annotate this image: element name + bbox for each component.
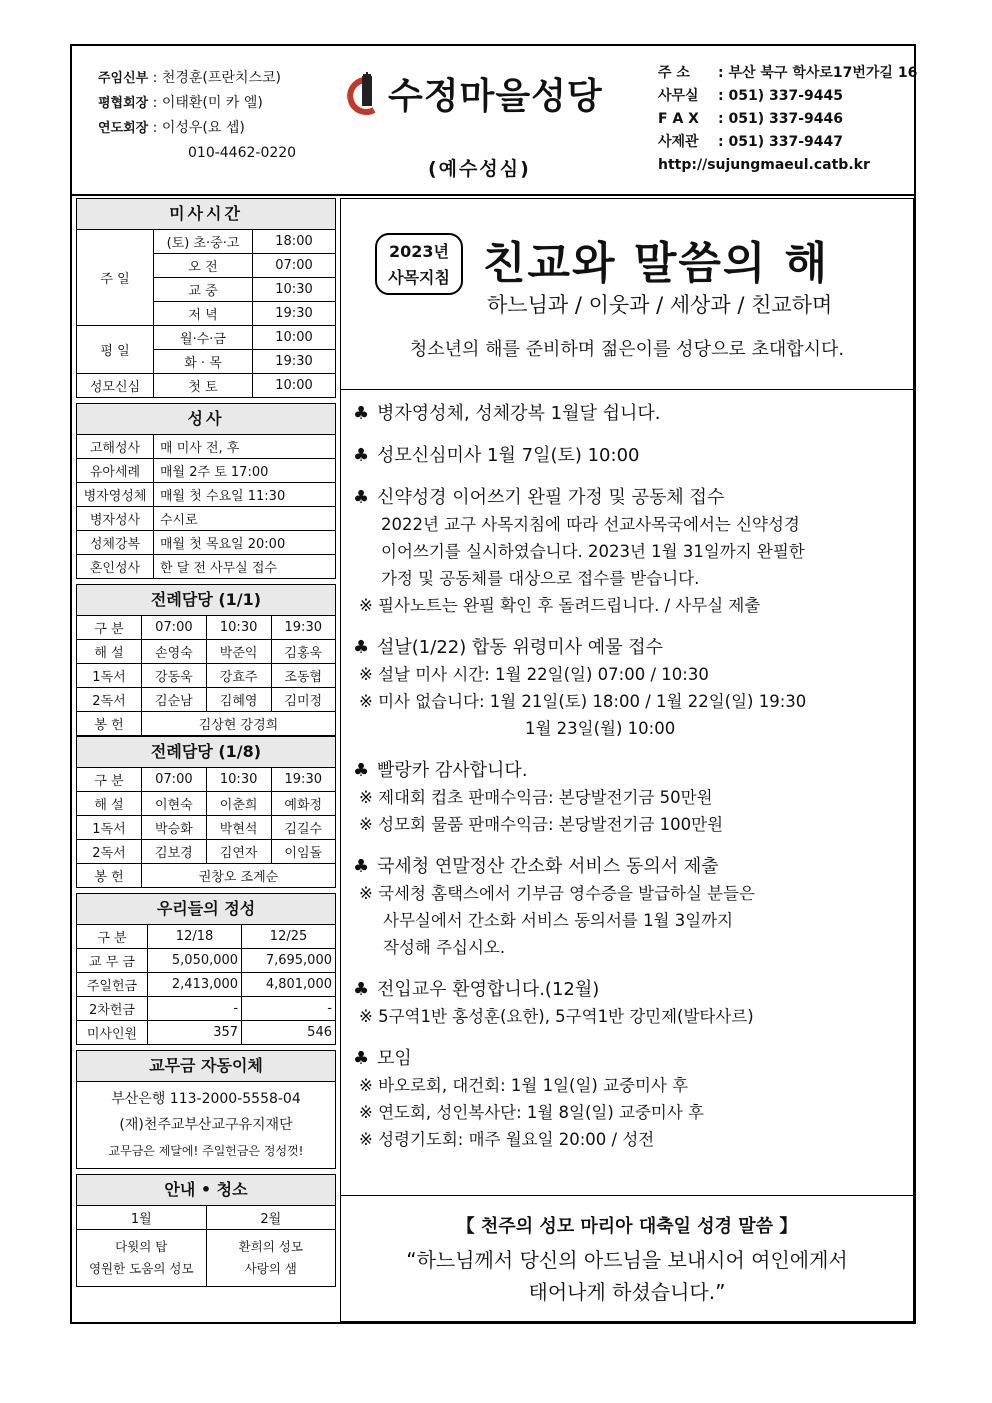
announcement-title: 성모신심미사 1월 7일(토) 10:00 <box>377 445 640 466</box>
announcement-note: ※ 연도회, 성인복사단: 1월 8일(일) 교중미사 후 <box>359 1103 704 1122</box>
address-label: 주 소 <box>658 65 690 81</box>
header <box>72 46 918 196</box>
office-phone: 051) 337-9445 <box>728 88 843 104</box>
person: 박현석 <box>206 816 271 840</box>
offering-amount: 5,050,000 <box>148 949 242 973</box>
cleaning-table <box>77 1206 335 1286</box>
pastor-name: 천경훈(프란치스코) <box>161 70 281 86</box>
announcement-note: ※ 미사 없습니다: 1월 21일(토) 18:00 / 1월 22일(일) 19:30 <box>359 692 807 711</box>
role: 2독서 <box>77 840 142 864</box>
person: 조동협 <box>271 664 335 688</box>
announcement-title: 병자영성체, 성체강복 1월달 쉽니다. <box>377 403 661 424</box>
sacrament-time: 수시로 <box>154 507 336 531</box>
offering-type: 2차헌금 <box>77 997 148 1021</box>
pastoral-banner <box>341 199 913 390</box>
announcement-note: ※ 성모회 물품 판매수익금: 본당발전기금 100만원 <box>359 815 724 834</box>
person: 이춘희 <box>206 792 271 816</box>
club-icon: ♣ <box>353 979 370 1000</box>
year-motto: 청소년의 해를 준비하며 젊은이를 성당으로 초대합시다. <box>409 339 845 360</box>
announcement-note: ※ 국세청 홈택스에서 기부금 영수증을 발급하실 분들은 <box>359 884 755 903</box>
mass-time: 18:00 <box>253 230 336 254</box>
club-icon: ♣ <box>353 1048 370 1069</box>
announcement-title: 모임 <box>377 1048 412 1069</box>
badge-year: 2023년 <box>389 242 449 261</box>
offering-amount: - <box>242 997 335 1021</box>
announcement-note: 1월 23일(월) 10:00 <box>525 719 676 738</box>
mass-name: 첫 토 <box>154 374 253 398</box>
contact-info: 주 소 : 부산 북구 학사로17번가길 16 사무실 : 051) 337-9445 F A X : 051) 337-9446 사제관 : 051) 337-9447 http://sujungmaeul.catb.kr <box>658 62 917 177</box>
role: 봉 헌 <box>77 864 142 888</box>
person: 김길수 <box>271 816 335 840</box>
announcement-title: 신약성경 이어쓰기 완필 가정 및 공동체 접수 <box>377 487 725 508</box>
person: 김미정 <box>271 688 335 712</box>
sacrament-time: 매월 첫 수요일 11:30 <box>154 483 336 507</box>
mass-times-box <box>76 198 336 398</box>
announcement-line: 작성해 주십시오. <box>383 938 506 957</box>
announcement <box>353 854 907 961</box>
announcement-line: 2022년 교구 사목지침에 따라 선교사목국에서는 신약성경 <box>381 515 800 534</box>
club-icon: ♣ <box>353 760 370 781</box>
sacraments-box <box>76 403 336 579</box>
autopay-box <box>76 1050 336 1169</box>
pastor-label: 주임신부 <box>98 71 149 86</box>
announcement-title: 설날(1/22) 합동 위령미사 예물 접수 <box>377 637 664 658</box>
cleaning-box <box>76 1174 336 1287</box>
person: 손영숙 <box>142 640 207 664</box>
cleaning-title: 안내 • 청소 <box>77 1175 335 1206</box>
announcement <box>353 1046 907 1153</box>
account-holder: (재)천주교부산교구유지재단 <box>119 1117 293 1133</box>
rectory-label: 사제관 <box>658 134 699 150</box>
role: 봉 헌 <box>77 712 142 736</box>
district-label: 연도회장 <box>98 121 149 136</box>
offering-type: 미사인원 <box>77 1021 148 1045</box>
sacrament-name: 고해성사 <box>77 435 154 459</box>
parish-patron: (예수성심) <box>428 158 531 180</box>
autopay-body <box>77 1082 335 1168</box>
office-label: 사무실 <box>658 88 699 104</box>
mass-name: 저 녁 <box>154 302 253 326</box>
club-icon: ♣ <box>353 403 370 424</box>
mass-times-title: 미사시간 <box>77 199 335 230</box>
district-name: 이성우(요 셉) <box>161 120 245 136</box>
announcement-line: 사무실에서 간소화 서비스 동의서를 1월 3일까지 <box>383 911 734 930</box>
parish-name: 수정마을성당 <box>388 76 603 117</box>
offering-amount: 2,413,000 <box>148 973 242 997</box>
mass-time: 10:00 <box>253 326 336 350</box>
district-phone: 010-4462-0220 <box>188 145 297 161</box>
fax-number: 051) 337-9446 <box>728 111 843 127</box>
role: 해 설 <box>77 640 142 664</box>
liturgy-table-1 <box>77 616 335 736</box>
sacrament-time: 한 달 전 사무실 접수 <box>154 555 336 579</box>
mass-time: 07:00 <box>253 254 336 278</box>
announcement <box>353 758 907 838</box>
role: 2독서 <box>77 688 142 712</box>
offering-amount: 4,801,000 <box>242 973 335 997</box>
col-header: 10:30 <box>206 768 271 792</box>
sacrament-time: 매 미사 전, 후 <box>154 435 336 459</box>
col-header: 구 분 <box>77 616 142 640</box>
announcement <box>353 443 907 469</box>
announcement-note: ※ 설날 미사 시간: 1월 22일(일) 07:00 / 10:30 <box>359 665 709 684</box>
announcement-title: 국세청 연말정산 간소화 서비스 동의서 제출 <box>377 856 719 877</box>
person: 김순남 <box>142 688 207 712</box>
mass-time: 10:00 <box>253 374 336 398</box>
person: 박승화 <box>142 816 207 840</box>
person: 예화정 <box>271 792 335 816</box>
col-header: 07:00 <box>142 616 207 640</box>
announcement-line: 가정 및 공동체를 대상으로 접수를 받습니다. <box>381 569 700 588</box>
announcement-note: ※ 성령기도회: 매주 월요일 20:00 / 성전 <box>359 1130 655 1149</box>
cleaning-group: 사랑의 샘 <box>244 1261 297 1276</box>
right-column <box>340 198 914 1322</box>
autopay-note: 교무금은 제달에! 주일헌금은 정성껏! <box>108 1144 304 1158</box>
mass-time: 19:30 <box>253 350 336 374</box>
church-logo-icon <box>344 72 384 116</box>
offering-amount: 546 <box>242 1021 335 1045</box>
offering-amount: 357 <box>148 1021 242 1045</box>
fax-label: F A X <box>658 111 699 127</box>
club-icon: ♣ <box>353 487 370 508</box>
mass-time: 19:30 <box>253 302 336 326</box>
sacrament-name: 병자성사 <box>77 507 154 531</box>
person: 이현숙 <box>142 792 207 816</box>
autopay-title: 교무금 자동이체 <box>77 1051 335 1082</box>
person: 김혜영 <box>206 688 271 712</box>
liturgy-box-1 <box>76 584 336 736</box>
cleaning-group: 환희의 성모 <box>238 1239 303 1254</box>
announcement-note: ※ 제대회 컵초 판매수익금: 본당발전기금 50만원 <box>359 788 713 807</box>
offering-people: 김상현 강경희 <box>142 712 336 736</box>
heart-label: 성모신심 <box>77 374 154 398</box>
month-label: 2월 <box>206 1206 335 1230</box>
feast-quote-line: 태어나게 하셨습니다.” <box>528 1280 726 1304</box>
club-icon: ♣ <box>353 856 370 877</box>
announcement-note: ※ 바오로회, 대건회: 1월 1일(일) 교중미사 후 <box>359 1076 689 1095</box>
col-header: 12/25 <box>242 925 335 949</box>
sacrament-name: 유아세례 <box>77 459 154 483</box>
mass-times-table <box>77 230 335 397</box>
month-label: 1월 <box>77 1206 206 1230</box>
year-theme-subtitle: 하느님과 / 이웃과 / 세상과 / 친교하며 <box>487 293 833 317</box>
feast-title: 【 천주의 성모 마리아 대축일 성경 말씀 】 <box>456 1216 798 1237</box>
announcement <box>353 977 907 1030</box>
mass-name: 월·수·금 <box>154 326 253 350</box>
mass-name: 교 중 <box>154 278 253 302</box>
mass-name: 오 전 <box>154 254 253 278</box>
sacrament-name: 혼인성사 <box>77 555 154 579</box>
col-header: 19:30 <box>271 768 335 792</box>
announcement-note: ※ 5구역1반 홍성훈(요한), 5구역1반 강민제(발타사르) <box>359 1007 754 1026</box>
announcement-title: 빨랑카 감사합니다. <box>377 760 528 781</box>
sacrament-time: 매월 2주 토 17:00 <box>154 459 336 483</box>
sacrament-time: 매월 첫 목요일 20:00 <box>154 531 336 555</box>
announcement <box>353 635 907 742</box>
col-header: 07:00 <box>142 768 207 792</box>
feast-quote-line: “하느님께서 당신의 아드님을 보내시어 여인에게서 <box>406 1248 848 1272</box>
cleaning-group: 영원한 도움의 성모 <box>88 1261 194 1276</box>
badge-text: 사목지침 <box>388 268 450 287</box>
col-header: 10:30 <box>206 616 271 640</box>
liturgy-table-2 <box>77 768 335 887</box>
offerings-box <box>76 893 336 1045</box>
sacraments-table <box>77 435 335 578</box>
person: 이임돌 <box>271 840 335 864</box>
person: 김연자 <box>206 840 271 864</box>
council-name: 이태환(미 카 엘) <box>161 95 263 111</box>
liturgy-title-2: 전례담당 (1/8) <box>77 737 335 768</box>
feast-scripture <box>341 1195 913 1322</box>
mass-name: (토) 초·중·고 <box>154 230 253 254</box>
mass-name: 화 · 목 <box>154 350 253 374</box>
liturgy-box-2 <box>76 736 336 888</box>
person: 박준익 <box>206 640 271 664</box>
liturgy-title-1: 전례담당 (1/1) <box>77 585 335 616</box>
rectory-phone: 051) 337-9447 <box>728 134 843 150</box>
left-column <box>76 198 336 1292</box>
col-header: 19:30 <box>271 616 335 640</box>
parish-logo <box>344 68 603 119</box>
bulletin-frame <box>70 44 916 1324</box>
person: 김보경 <box>142 840 207 864</box>
sacrament-name: 병자영성체 <box>77 483 154 507</box>
club-icon: ♣ <box>353 637 370 658</box>
col-header: 구 분 <box>77 768 142 792</box>
announcement-line: 이어쓰기를 실시하였습니다. 2023년 1월 31일까지 완필한 <box>381 542 805 561</box>
offering-amount: - <box>148 997 242 1021</box>
col-header: 12/18 <box>148 925 242 949</box>
person: 강효주 <box>206 664 271 688</box>
offering-people: 권창오 조계순 <box>142 864 336 888</box>
sacrament-name: 성체강복 <box>77 531 154 555</box>
mass-time: 10:30 <box>253 278 336 302</box>
announcement-note: ※ 필사노트는 완필 확인 후 돌려드립니다. / 사무실 제출 <box>359 596 761 615</box>
person: 김홍욱 <box>271 640 335 664</box>
announcements <box>353 401 907 1169</box>
offering-type: 주일헌금 <box>77 973 148 997</box>
role: 1독서 <box>77 664 142 688</box>
cleaning-group: 다윗의 탑 <box>115 1239 168 1254</box>
sunday-label: 주 일 <box>77 230 154 326</box>
offering-amount: 7,695,000 <box>242 949 335 973</box>
offerings-table <box>77 925 335 1044</box>
announcement <box>353 485 907 619</box>
announcement-title: 전입교우 환영합니다.(12월) <box>377 979 600 1000</box>
bank-account: 부산은행 113-2000-5558-04 <box>111 1091 301 1107</box>
council-label: 평협회장 <box>98 96 149 111</box>
weekday-label: 평 일 <box>77 326 154 374</box>
person: 강동욱 <box>142 664 207 688</box>
pastoral-badge <box>375 233 463 295</box>
club-icon: ♣ <box>353 445 370 466</box>
sacraments-title: 성사 <box>77 404 335 435</box>
offerings-title: 우리들의 정성 <box>77 894 335 925</box>
role: 1독서 <box>77 816 142 840</box>
col-header: 구 분 <box>77 925 148 949</box>
announcement <box>353 401 907 427</box>
website-link[interactable]: http://sujungmaeul.catb.kr <box>658 157 870 173</box>
address-value: 부산 북구 학사로17번가길 16 <box>728 65 918 81</box>
role: 해 설 <box>77 792 142 816</box>
offering-type: 교 무 금 <box>77 949 148 973</box>
year-theme-title: 친교와 말씀의 해 <box>483 238 830 289</box>
staff-info: 주임신부 : 천경훈(프란치스코) 평협회장 : 이태환(미 카 엘) 연도회장 : 이성우(요 셉) 010-4462-0220 <box>98 70 297 161</box>
